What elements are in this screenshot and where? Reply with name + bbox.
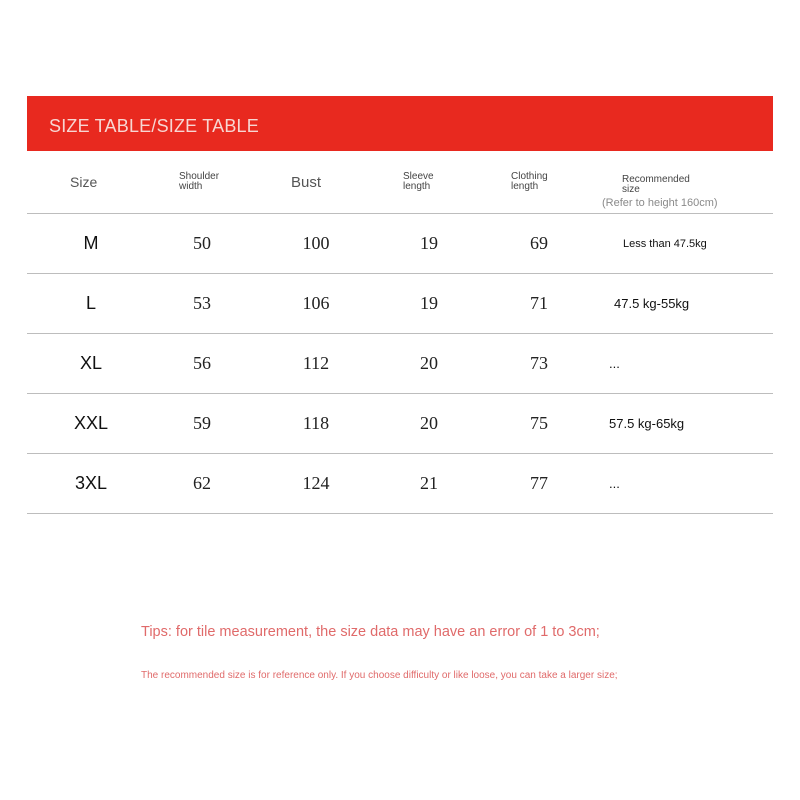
header-length-line2: length <box>511 181 539 192</box>
table-row <box>27 274 773 334</box>
bust-cell: 124 <box>302 473 330 493</box>
header-length-line1: Clothing <box>511 171 548 182</box>
sleeve-cell: 19 <box>420 293 438 313</box>
sleeve-cell: 19 <box>420 233 438 253</box>
sleeve-cell: 20 <box>420 413 438 433</box>
bust-cell: 112 <box>302 353 330 373</box>
length-cell: 73 <box>530 353 548 373</box>
length-cell: 77 <box>530 473 548 493</box>
size-table <box>27 151 773 514</box>
recommended-cell: 57.5 kg-65kg <box>609 416 685 431</box>
bust-cell: 100 <box>302 233 330 253</box>
header-recommended-size <box>602 151 772 213</box>
shoulder-cell: 62 <box>193 473 211 493</box>
header-sleeve-line1: Sleeve <box>403 171 434 182</box>
size-cell: M <box>83 233 99 253</box>
header-shoulder-width <box>179 151 219 213</box>
header-rec-line2: size <box>622 184 640 195</box>
measurement-tips: Tips: for tile measurement, the size data may have an error of 1 to 3cm; <box>141 624 600 640</box>
bust-cell: 118 <box>302 413 330 433</box>
table-row <box>27 394 773 454</box>
size-cell: 3XL <box>74 473 108 493</box>
size-cell: XXL <box>73 413 109 433</box>
size-footnote: The recommended size is for reference only. If you choose difficulty or like loose, you can take a larger size; <box>141 670 618 681</box>
header-clothing-length <box>511 151 548 213</box>
recommended-cell: ... <box>609 356 620 371</box>
recommended-cell: 47.5 kg-55kg <box>614 296 690 311</box>
header-sleeve-length <box>403 151 434 213</box>
bust-cell: 106 <box>302 293 330 313</box>
header-size <box>70 151 142 213</box>
length-cell: 71 <box>530 293 548 313</box>
recommended-cell: ... <box>609 476 620 491</box>
length-cell: 75 <box>530 413 548 433</box>
header-bust <box>291 151 321 213</box>
size-cell: XL <box>79 353 103 373</box>
header-shoulder-line2: width <box>179 181 203 192</box>
header-size-label: Size <box>70 174 98 190</box>
table-row <box>27 334 773 394</box>
header-shoulder-line1: Shoulder <box>179 171 220 182</box>
length-cell: 69 <box>530 233 548 253</box>
table-row <box>27 214 773 274</box>
recommended-cell: Less than 47.5kg <box>623 237 707 250</box>
shoulder-cell: 50 <box>193 233 211 253</box>
table-header-row <box>27 151 773 214</box>
banner-title: SIZE TABLE/SIZE TABLE <box>49 116 259 136</box>
size-cell: L <box>85 293 96 313</box>
size-table-banner <box>27 96 773 151</box>
table-row <box>27 454 773 514</box>
header-rec-note: (Refer to height 160cm) <box>602 197 718 209</box>
header-bust-label: Bust <box>291 173 322 191</box>
shoulder-cell: 56 <box>193 353 211 373</box>
shoulder-cell: 53 <box>193 293 211 313</box>
header-sleeve-line2: length <box>403 181 431 192</box>
header-rec-line1: Recommended <box>622 174 690 185</box>
sleeve-cell: 21 <box>420 473 438 493</box>
shoulder-cell: 59 <box>193 413 211 433</box>
sleeve-cell: 20 <box>420 353 438 373</box>
